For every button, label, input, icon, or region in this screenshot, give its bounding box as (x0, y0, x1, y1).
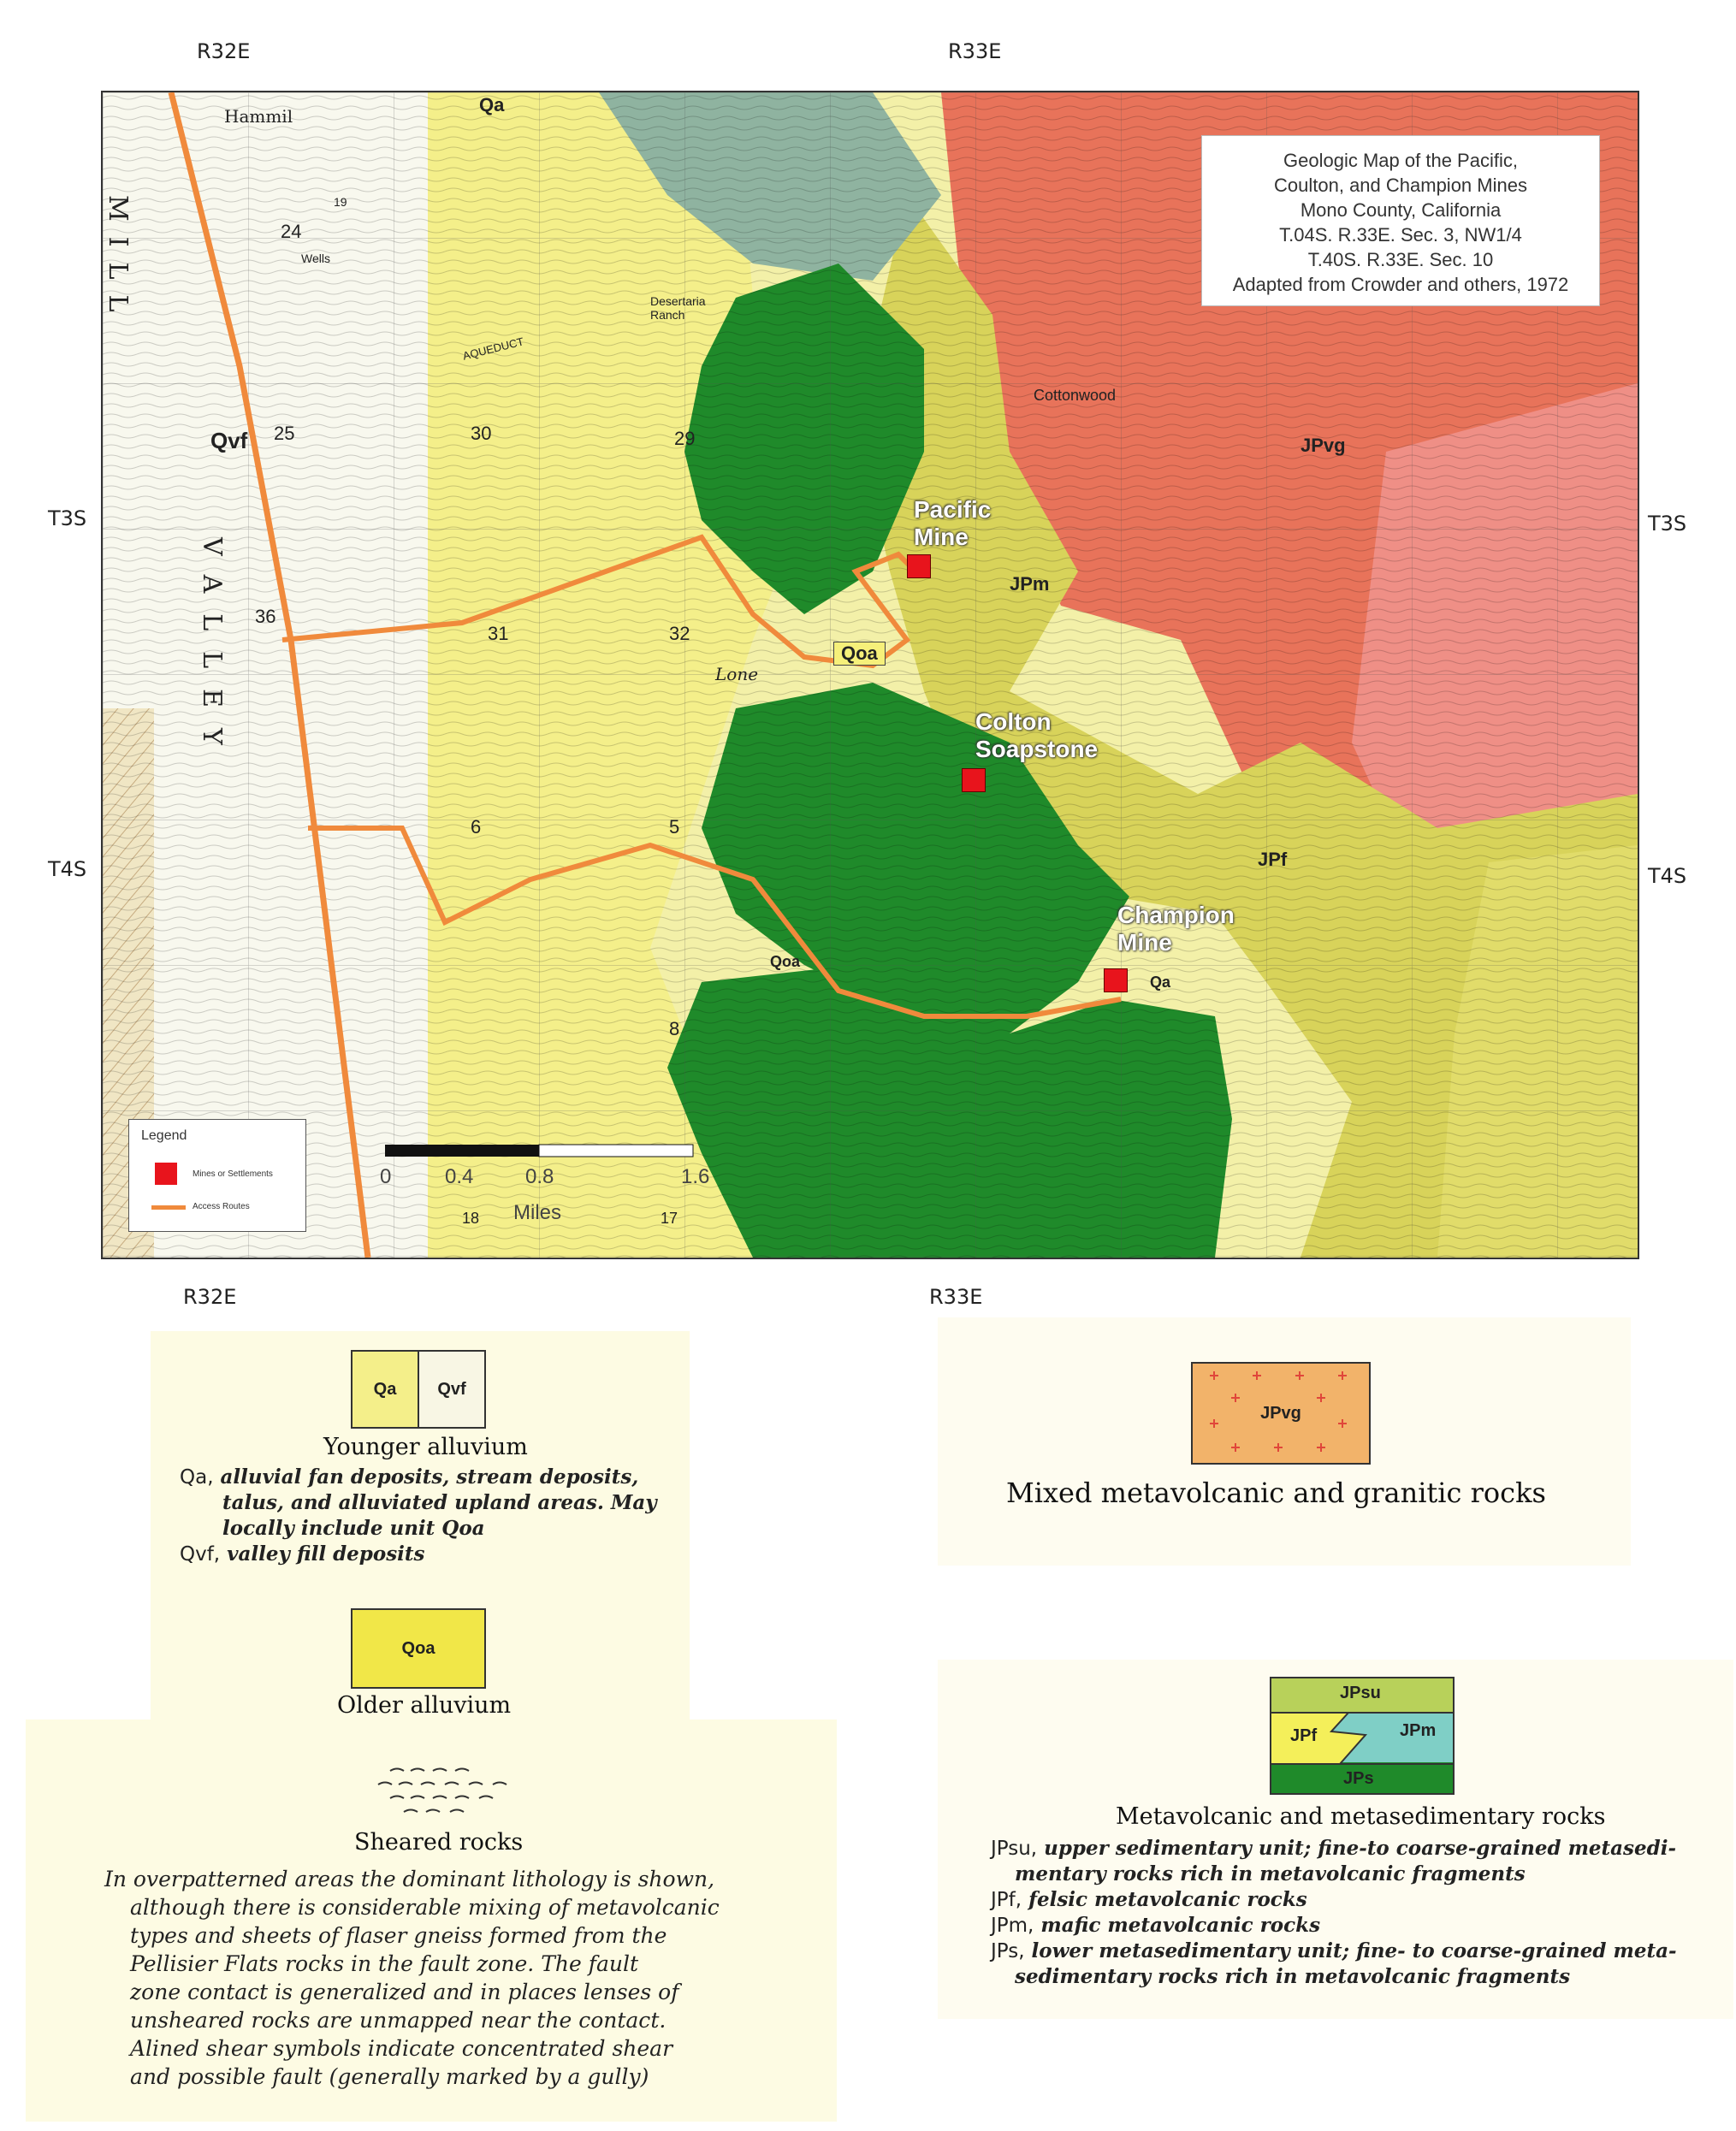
map-title-line-1: Geologic Map of the Pacific, (1283, 150, 1518, 171)
map-unit-label: Qa (1150, 974, 1171, 991)
section-number: 6 (471, 816, 482, 838)
map-title-line-6: Adapted from Crowder and others, 1972 (1232, 274, 1569, 295)
legend-title: Legend (141, 1128, 187, 1143)
map-unit-label: Qoa (770, 953, 801, 970)
desc-text: alluvial fan deposits, stream deposits, (213, 1465, 639, 1489)
map-unit-label: JPf (1258, 849, 1288, 870)
section-number: 19 (334, 195, 347, 209)
scale-bar-white (539, 1145, 693, 1157)
place-label-mill: MILL (103, 195, 133, 328)
metavolcanic-description (991, 1836, 1677, 1990)
place-label-valley: VALLEY (197, 537, 227, 766)
range-label-bottom-left: R32E (183, 1285, 237, 1309)
desc-line: types and sheets of flaser gneiss formed from the (130, 1923, 667, 1948)
unit-code: JPm, (991, 1915, 1034, 1937)
qoa-swatch: Qoa (351, 1608, 486, 1689)
scale-tick-2: 0.8 (525, 1165, 554, 1188)
township-label-left-south: T4S (48, 857, 87, 881)
mine-name-line: Colton (975, 708, 1052, 735)
place-label-hammil: Hammil (224, 106, 293, 127)
scale-bar-black (385, 1145, 539, 1157)
desc-text: sedimentary rocks rich in metavolcanic fragments (1015, 1965, 1571, 1988)
mine-name-line: Mine (1117, 929, 1172, 956)
sheared-rocks-title: Sheared rocks (354, 1829, 524, 1856)
map-unit-label: JPm (1010, 573, 1050, 595)
section-number: 25 (274, 423, 295, 444)
section-number: 29 (674, 428, 696, 449)
shear-symbol (373, 1762, 524, 1822)
scale-tick-0: 0 (380, 1165, 392, 1188)
section-number: 8 (669, 1018, 680, 1039)
desc-line: although there is considerable mixing of metavolcanic (130, 1895, 720, 1920)
township-label-left-north: T3S (48, 506, 87, 530)
mine-label-champion (1117, 902, 1235, 956)
desc-text: valley fill deposits (220, 1542, 425, 1566)
jpm-label: JPm (1400, 1721, 1437, 1740)
desc-text: locally include unit Qoa (222, 1517, 485, 1540)
township-label-right-south: T4S (1648, 864, 1687, 888)
unit-code: JPs, (991, 1940, 1025, 1962)
section-number: 30 (471, 423, 492, 444)
scale-unit: Miles (513, 1201, 562, 1224)
desc-text: lower metasedimentary unit; fine- to coarse-grained meta- (1024, 1939, 1677, 1962)
desc-line: Pellisier Flats rocks in the fault zone. The fault (130, 1951, 639, 1976)
map-title-line-4: T.04S. R.33E. Sec. 3, NW1/4 (1279, 224, 1522, 246)
mine-marker-colton[interactable] (962, 768, 986, 792)
place-label-cottonwood: Cottonwood (1034, 387, 1117, 404)
qa-swatch: Qa (351, 1350, 419, 1429)
sheared-rocks-description (104, 1865, 720, 2091)
section-number: 32 (669, 623, 690, 644)
range-label-top-left: R32E (197, 39, 251, 63)
mine-label-colton (975, 708, 1098, 763)
section-number: 18 (462, 1210, 480, 1227)
jpvg-label: JPvg (1260, 1403, 1301, 1423)
desc-text: upper sedimentary unit; fine-to coarse-grained metasedi- (1037, 1837, 1677, 1860)
desc-text: felsic metavolcanic rocks (1022, 1888, 1307, 1911)
map-unit-label: Qoa (833, 642, 886, 666)
desc-line: In overpatterned areas the dominant lithology is shown, (104, 1867, 715, 1891)
desc-text: talus, and alluviated upland areas. May (222, 1491, 657, 1514)
place-label-ranch: Desertaria Ranch (650, 294, 706, 322)
legend-route-swatch (151, 1205, 186, 1210)
unit-code: Qa, (180, 1466, 214, 1489)
jp-swatch (1270, 1677, 1455, 1795)
mine-label-pacific (914, 496, 991, 551)
place-label-lone: Lone (715, 664, 759, 684)
section-number: 31 (488, 623, 509, 644)
map-title-line-5: T.40S. R.33E. Sec. 10 (1307, 249, 1494, 270)
unit-code: Qvf, (180, 1543, 221, 1566)
legend-mine-label: Mines or Settlements (193, 1169, 273, 1179)
township-label-right-north: T3S (1648, 512, 1687, 536)
mixed-rocks-title: Mixed metavolcanic and granitic rocks (1006, 1477, 1546, 1509)
older-alluvium-title: Older alluvium (337, 1692, 512, 1719)
desc-text: mentary rocks rich in metavolcanic fragments (1015, 1862, 1526, 1885)
section-number: 5 (669, 816, 680, 838)
younger-alluvium-title: Younger alluvium (323, 1434, 528, 1460)
mine-name-line: Mine (914, 524, 969, 550)
jpvg-swatch (1191, 1362, 1371, 1465)
map-legend (128, 1119, 306, 1232)
desc-text: mafic metavolcanic rocks (1034, 1914, 1321, 1937)
unit-code: JPf, (991, 1889, 1022, 1911)
younger-alluvium-description (180, 1465, 657, 1567)
map-title-line-2: Coulton, and Champion Mines (1274, 175, 1527, 196)
desc-line: Alined shear symbols indicate concentrated shear (130, 2036, 673, 2061)
qvf-swatch: Qvf (418, 1350, 486, 1429)
desc-line: and possible fault (generally marked by a gully) (130, 2064, 649, 2089)
map-unit-label: JPvg (1301, 435, 1346, 456)
metavolcanic-title: Metavolcanic and metasedimentary rocks (1116, 1803, 1606, 1830)
scale-tick-1: 0.4 (445, 1165, 474, 1188)
desc-line: zone contact is generalized and in places lenses of (130, 1980, 679, 2004)
scale-tick-3: 1.6 (681, 1165, 710, 1188)
mine-marker-champion[interactable] (1104, 968, 1128, 992)
mine-name-line: Soapstone (975, 736, 1099, 762)
range-label-bottom-right: R33E (929, 1285, 983, 1309)
jpf-label: JPf (1290, 1726, 1318, 1745)
jps-label: JPs (1343, 1769, 1374, 1788)
geologic-map[interactable] (101, 91, 1639, 1259)
place-label-wells: Wells (301, 252, 330, 265)
map-title-box (1201, 135, 1600, 306)
range-label-top-right: R33E (948, 39, 1002, 63)
section-number: 24 (281, 221, 302, 242)
map-unit-label: Qa (479, 94, 505, 115)
mine-name-line: Champion (1117, 902, 1235, 928)
mine-name-line: Pacific (914, 496, 992, 523)
jpsu-label: JPsu (1340, 1684, 1381, 1702)
map-unit-label: Qvf (210, 428, 248, 453)
mine-marker-pacific[interactable] (907, 554, 931, 578)
legend-mine-swatch (155, 1163, 177, 1185)
section-number: 17 (661, 1210, 678, 1227)
map-title-line-3: Mono County, California (1300, 199, 1502, 221)
place-label-aqueduct: AQUEDUCT (461, 334, 525, 363)
legend-route-label: Access Routes (193, 1202, 250, 1211)
desc-line: unsheared rocks are unmapped near the contact. (130, 2008, 667, 2033)
unit-code: JPsu, (991, 1838, 1038, 1860)
section-number: 36 (255, 606, 276, 627)
